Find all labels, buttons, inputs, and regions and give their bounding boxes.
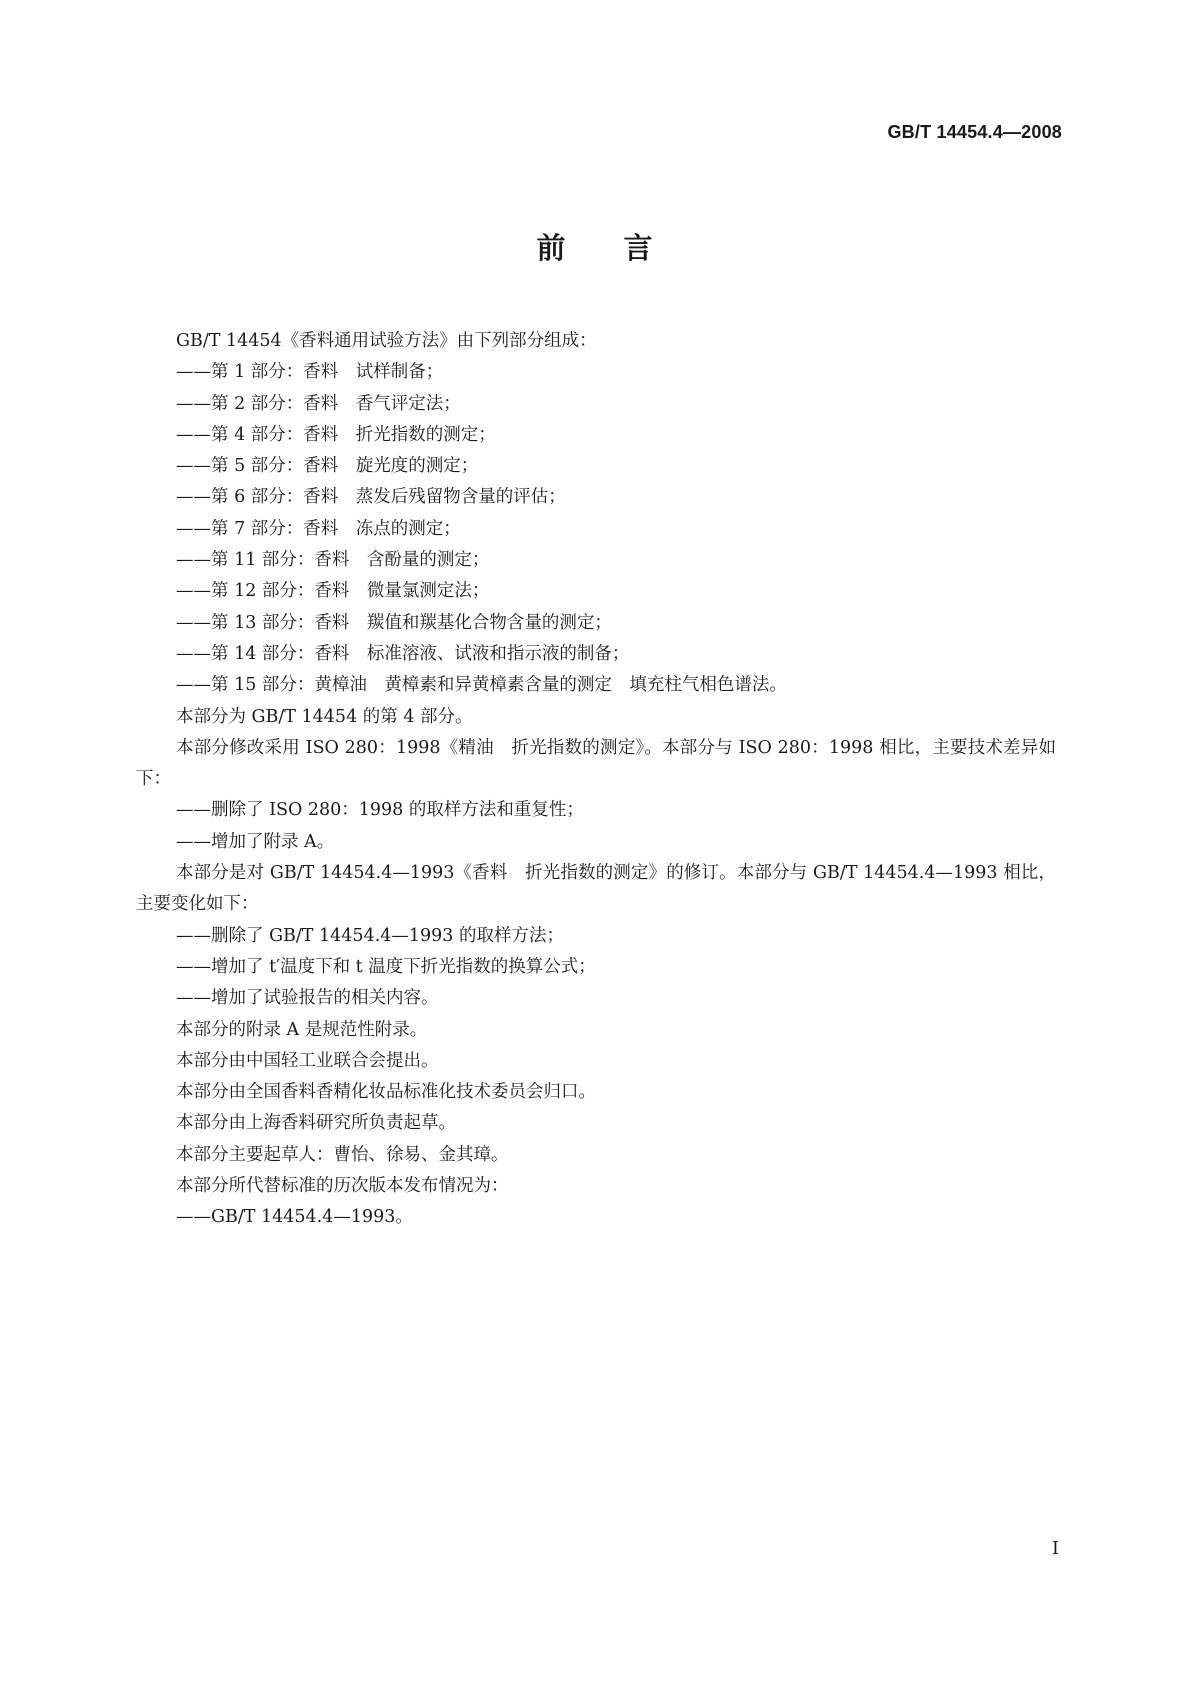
paragraph-revision: 本部分是对 GB/T 14454.4—1993《香料 折光指数的测定》的修订。本部分与 GB/T 14454.4—1993 相比，主要变化如下：	[136, 863, 1056, 915]
paragraph-proposer: 本部分由中国轻工业联合会提出。	[176, 1050, 439, 1071]
page-title	[0, 226, 1191, 267]
list-item-iso-diff-1: ——删除了 ISO 280：1998 的取样方法和重复性；	[176, 800, 584, 821]
list-item-part-11: ——第 11 部分：香料 含酚量的测定；	[176, 550, 490, 571]
list-item-part-1: ——第 1 部分：香料 试样制备；	[176, 362, 444, 383]
paragraph-committee: 本部分由全国香料香精化妆品标准化技术委员会归口。	[176, 1082, 596, 1103]
list-item-change-3: ——增加了试验报告的相关内容。	[176, 988, 439, 1009]
list-item-part-13: ——第 13 部分：香料 羰值和羰基化合物含量的测定；	[176, 612, 612, 633]
standard-number-header: GB/T 14454.4—2008	[887, 122, 1062, 142]
page-number: I	[1051, 1538, 1059, 1559]
list-item-change-1: ——删除了 GB/T 14454.4—1993 的取样方法；	[176, 925, 564, 946]
foreword-body	[136, 326, 1056, 1234]
list-item-part-14: ——第 14 部分：香料 标准溶液、试液和指示液的制备；	[176, 643, 630, 664]
list-item-history-1: ——GB/T 14454.4—1993。	[176, 1207, 413, 1228]
list-item-part-4: ——第 4 部分：香料 折光指数的测定；	[176, 424, 496, 445]
list-item-part-5: ——第 5 部分：香料 旋光度的测定；	[176, 456, 479, 477]
list-item-part-7: ——第 7 部分：香料 冻点的测定；	[176, 518, 461, 539]
list-item-change-2: ——增加了 t′温度下和 t 温度下折光指数的换算公式；	[176, 956, 596, 977]
paragraph-annex: 本部分的附录 A 是规范性附录。	[176, 1019, 428, 1040]
paragraph-iso-adoption: 本部分修改采用 ISO 280：1998《精油 折光指数的测定》。本部分与 ISO 280：1998 相比，主要技术差异如下：	[136, 737, 1056, 790]
page-title-char-2: 言	[623, 231, 655, 265]
paragraph-drafter-org: 本部分由上海香料研究所负责起草。	[176, 1113, 456, 1134]
paragraph-history: 本部分所代替标准的历次版本发布情况为：	[176, 1176, 509, 1197]
list-item-part-6: ——第 6 部分：香料 蒸发后残留物含量的评估；	[176, 487, 566, 508]
page-title-char-1: 前	[536, 231, 568, 265]
paragraph-part-statement: 本部分为 GB/T 14454 的第 4 部分。	[176, 706, 473, 727]
list-item-part-2: ——第 2 部分：香料 香气评定法；	[176, 393, 461, 414]
paragraph-drafters: 本部分主要起草人：曹怡、徐易、金其璋。	[176, 1144, 509, 1165]
list-item-part-15: ——第 15 部分：黄樟油 黄樟素和异黄樟素含量的测定 填充柱气相色谱法。	[176, 675, 787, 696]
paragraph-intro: GB/T 14454《香料通用试验方法》由下列部分组成：	[176, 331, 597, 351]
list-item-iso-diff-2: ——增加了附录 A。	[176, 831, 335, 852]
list-item-part-12: ——第 12 部分：香料 微量氯测定法；	[176, 581, 490, 602]
